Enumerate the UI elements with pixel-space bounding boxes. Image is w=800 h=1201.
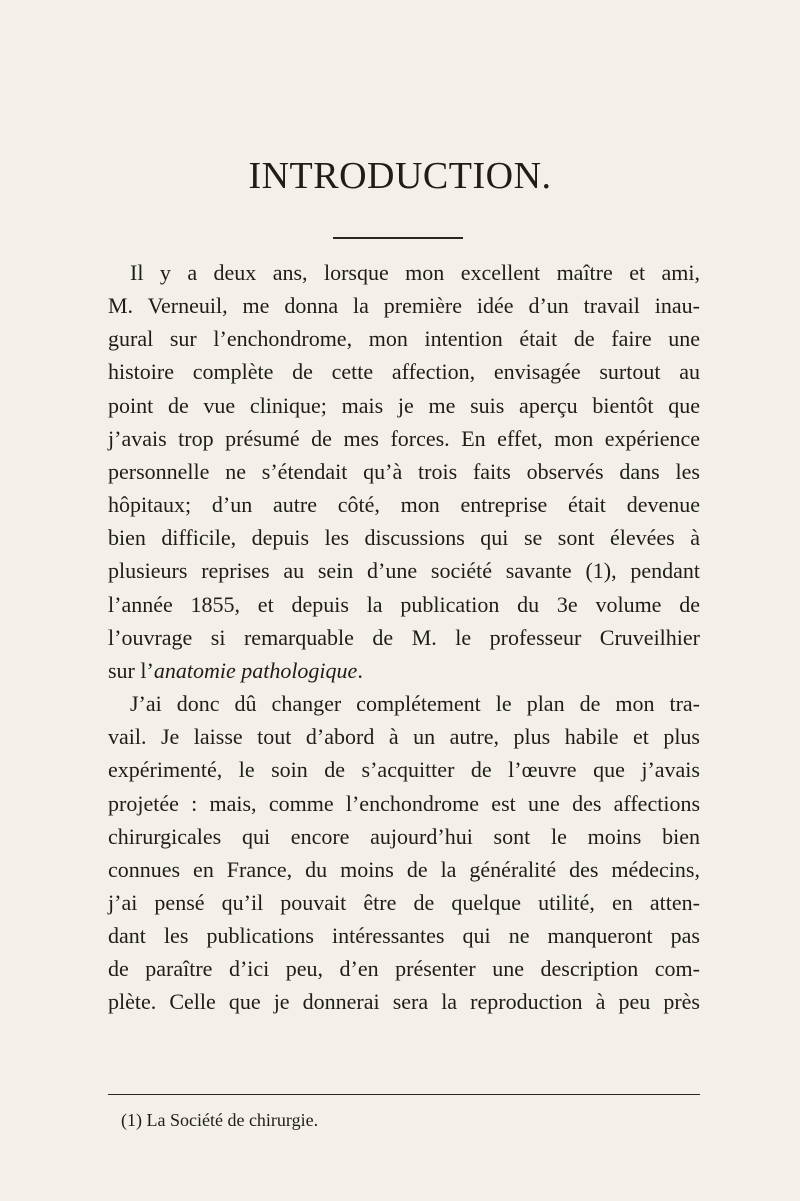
text-line: gural sur l’enchondrome, mon intention était de faire une	[108, 326, 700, 352]
text-line: Il y a deux ans, lorsque mon excellent maître et ami,	[130, 260, 700, 285]
text-line: j’ai pensé qu’il pouvait être de quelque utilité, en atten-	[108, 889, 700, 915]
text-line: l’ouvrage si remarquable de M. le professeur Cruveilhier	[108, 624, 700, 650]
text-line: dant les publications intéressantes qui ne manqueront pas	[108, 923, 700, 949]
footnote-divider	[108, 1094, 700, 1095]
text-line: projetée : mais, comme l’enchondrome est une des affections	[108, 790, 700, 816]
text-line: plusieurs reprises au sein d’une société savante (1), pendant	[108, 558, 700, 584]
text-line: hôpitaux; d’un autre côté, mon entreprise était devenue	[108, 492, 700, 518]
text-line: histoire complète de cette affection, envisagée surtout au	[108, 359, 700, 385]
text-line: l’année 1855, et depuis la publication du 3e volume de	[108, 591, 700, 617]
text-line: j’avais trop présumé de mes forces. En effet, mon expérience	[108, 425, 700, 451]
text-line: point de vue clinique; mais je me suis aperçu bientôt que	[108, 392, 700, 418]
italic-book-title: anatomie pathologique	[153, 657, 358, 683]
text-fragment: sur l’	[108, 657, 154, 683]
text-line: J’ai donc dû changer complétement le plan de mon tra-	[130, 691, 700, 717]
text-line: bien difficile, depuis les discussions qui se sont élevées à	[108, 525, 700, 551]
title-divider	[333, 237, 463, 239]
text-line: chirurgicales qui encore aujourd’hui sont le moins bien	[108, 823, 700, 849]
body-text	[108, 256, 700, 1019]
footnote: (1) La Société de chirurgie.	[121, 1110, 319, 1130]
text-line	[108, 654, 700, 687]
text-line: personnelle ne s’étendait qu’à trois faits observés dans les	[108, 458, 700, 484]
text-fragment: .	[357, 657, 363, 683]
text-line: M. Verneuil, me donna la première idée d’un travail inau-	[108, 293, 700, 319]
text-line: connues en France, du moins de la généralité des médecins,	[108, 856, 700, 882]
text-line: expérimenté, le soin de s’acquitter de l’œuvre que j’avais	[108, 757, 700, 783]
text-line: de paraître d’ici peu, d’en présenter une description com-	[108, 956, 700, 982]
text-line: plète. Celle que je donnerai sera la reproduction à peu près	[108, 989, 700, 1015]
page-title: INTRODUCTION.	[248, 155, 552, 197]
text-line: vail. Je laisse tout d’abord à un autre, plus habile et plus	[108, 724, 700, 750]
